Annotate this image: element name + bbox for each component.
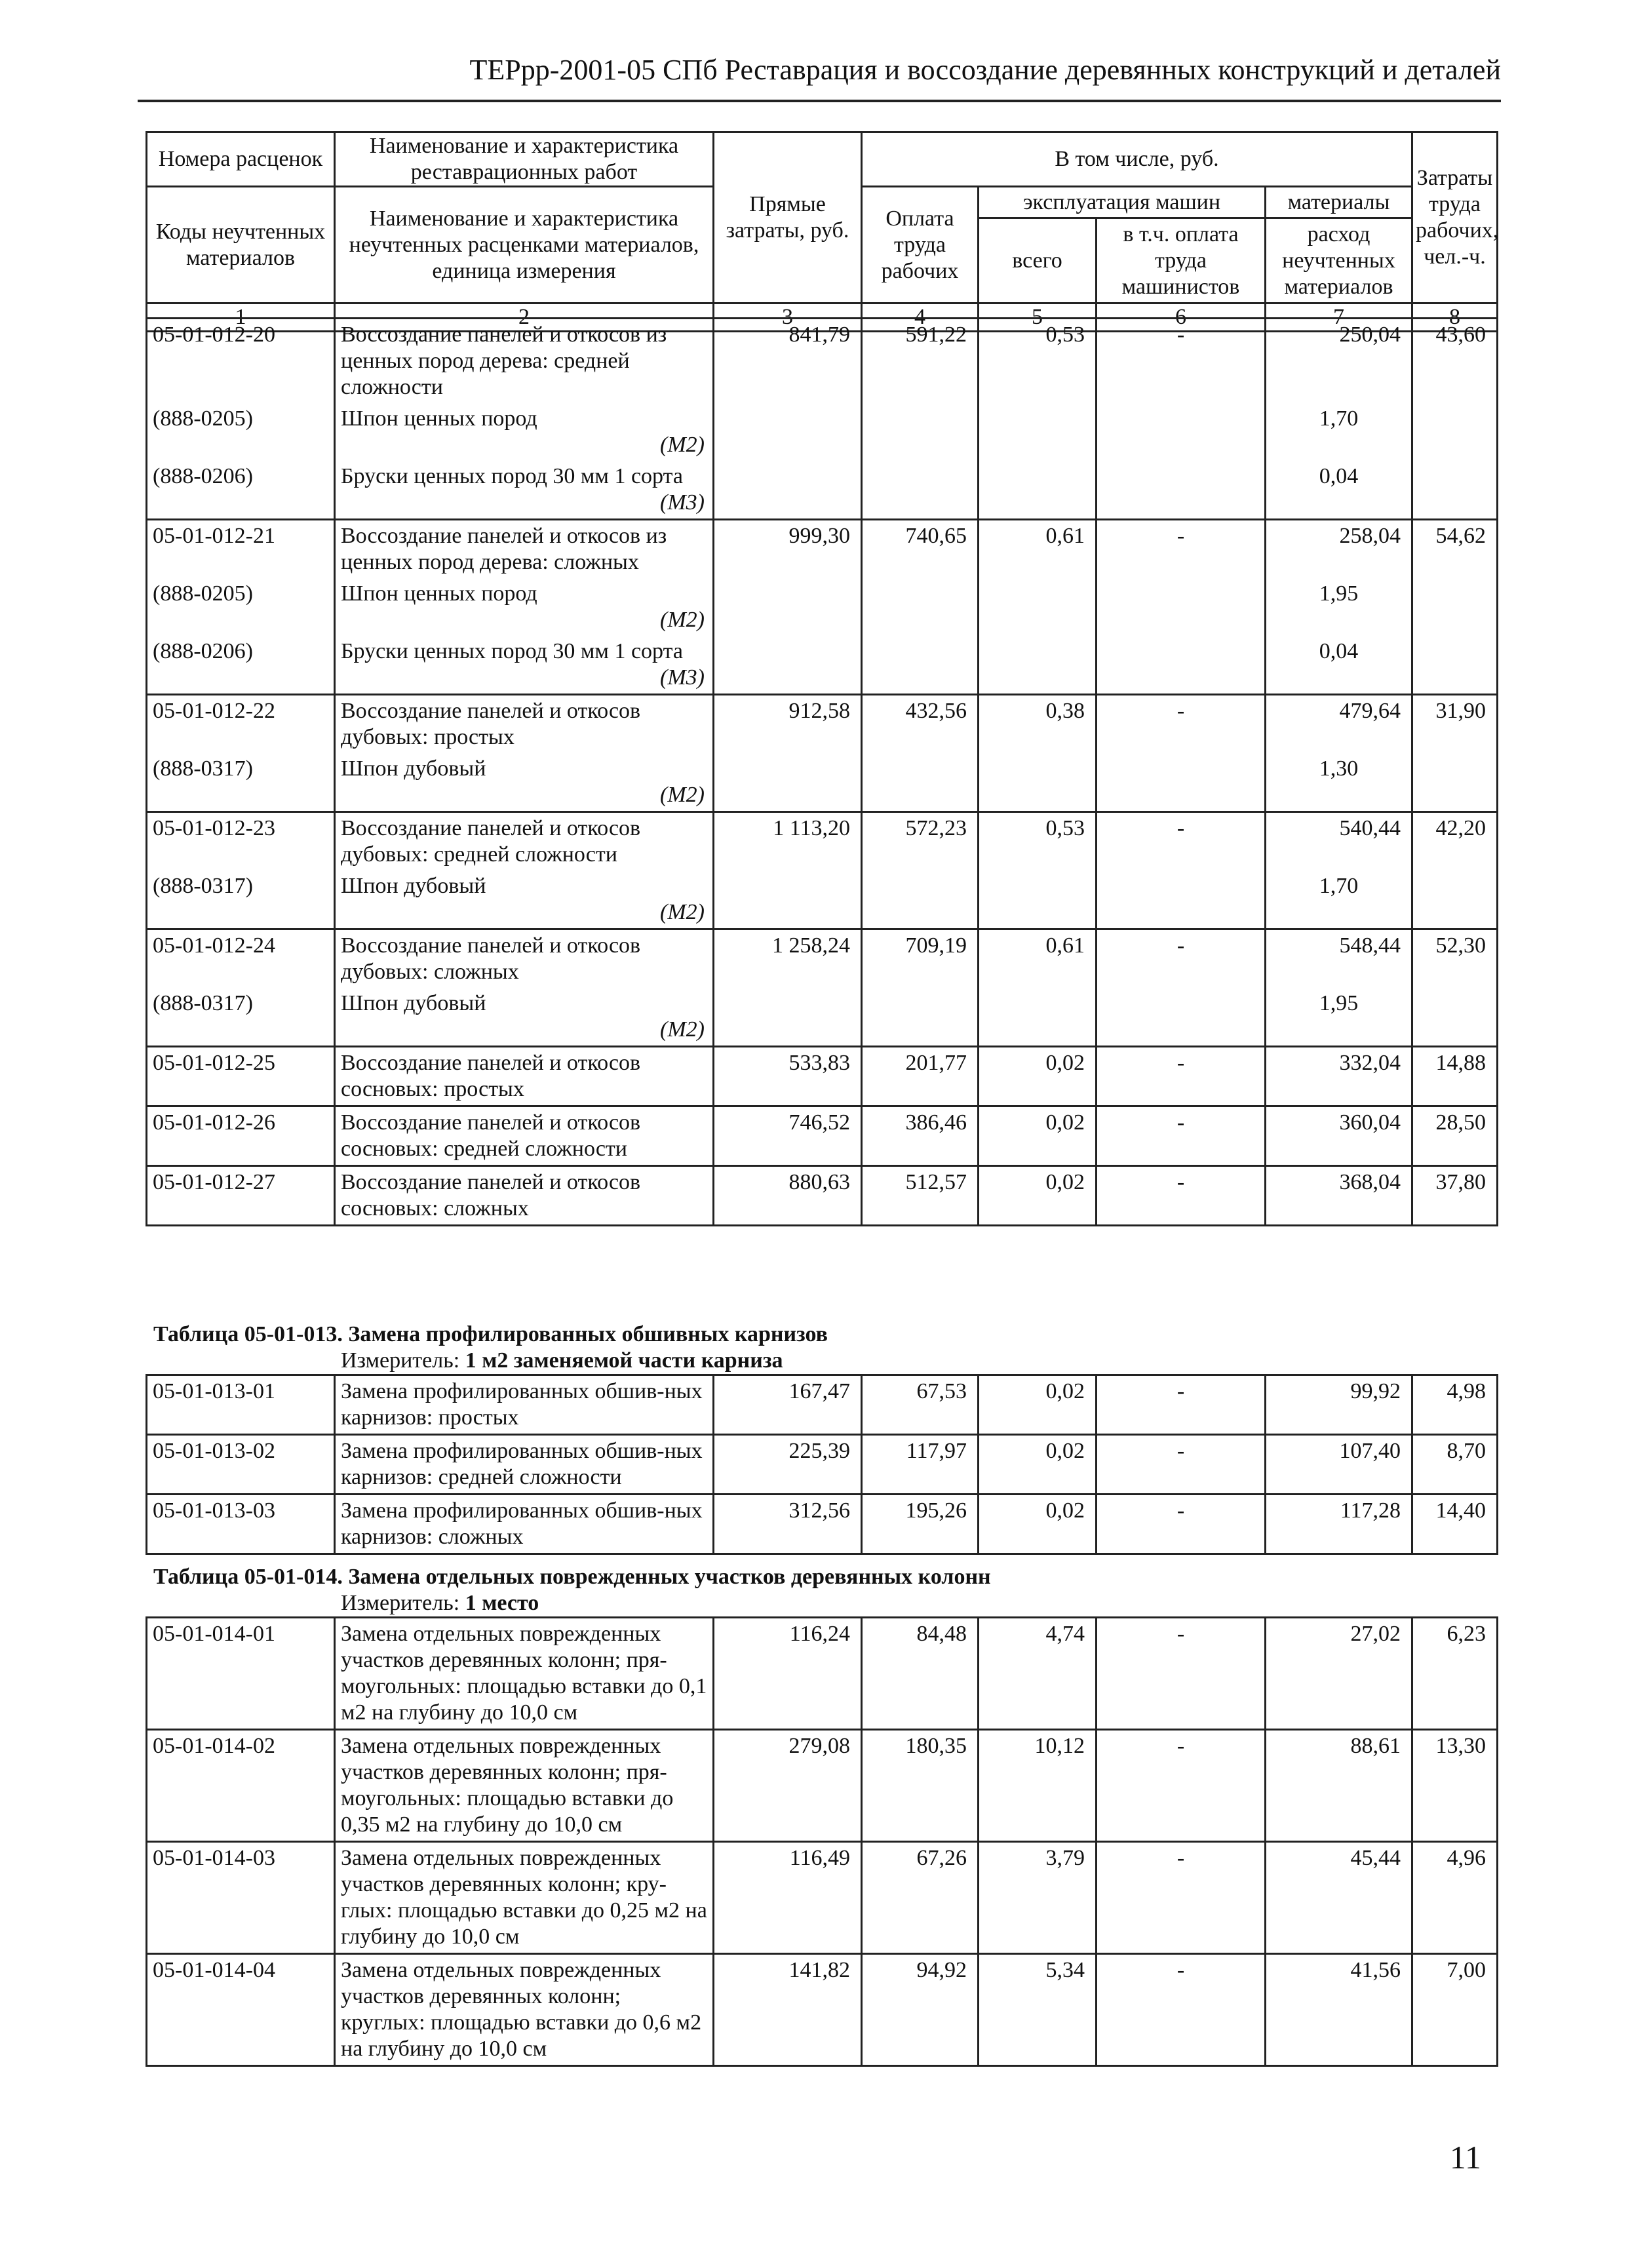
direct-cost: 116,24 xyxy=(714,1618,862,1730)
machinists-cost: - xyxy=(1097,1954,1266,2066)
machinists-cost: - xyxy=(1097,1730,1266,1842)
wages-cost: 67,26 xyxy=(862,1842,979,1954)
material-name: Шпон дубовый xyxy=(341,991,486,1015)
material-name: Шпон ценных пород xyxy=(341,581,537,606)
machinists-cost: - xyxy=(1097,929,1266,1047)
machines-cost: 5,34 xyxy=(979,1954,1097,2066)
work-name: Воссоздание панелей и откосов сосновых: средней сложности xyxy=(335,1106,714,1166)
wages-cost: 84,48 xyxy=(862,1618,979,1730)
rate-code: 05-01-014-02 xyxy=(147,1730,335,1842)
machines-cost: 0,02 xyxy=(979,1495,1097,1554)
materials-cost: 548,44 xyxy=(1266,929,1412,988)
col-number: 8 xyxy=(1412,303,1498,332)
work-name: Замена отдельных поврежденных участков деревянных колонн; круглых: площадью вставки до 0,6 м2 на глубину до 10,0 см xyxy=(335,1954,714,2066)
labor-hours: 14,88 xyxy=(1412,1047,1498,1106)
material-qty: 1,95 xyxy=(1266,988,1412,1047)
material-qty: 0,04 xyxy=(1266,461,1412,520)
work-name: Замена отдельных поврежденных участков деревянных колонн; кру-глых: площадью вставки до 0,25 м2 на глубину до 10,0 см xyxy=(335,1842,714,1954)
material-qty: 0,04 xyxy=(1266,636,1412,695)
material-unit: (М3) xyxy=(660,665,705,690)
rate-code: 05-01-012-20 xyxy=(147,319,335,404)
material-name: Шпон дубовый xyxy=(341,756,486,781)
col3-header: Прямые затраты, руб. xyxy=(714,132,862,303)
wages-cost: 67,53 xyxy=(862,1375,979,1435)
work-name: Замена отдельных поврежденных участков деревянных колонн; пря-моугольных: площадью вставки до 0,1 м2 на глубину до 10,0 см xyxy=(335,1618,714,1730)
direct-cost: 279,08 xyxy=(714,1730,862,1842)
labor-hours: 6,23 xyxy=(1412,1618,1498,1730)
material-cell xyxy=(335,870,714,929)
material-cell xyxy=(335,753,714,812)
direct-cost: 141,82 xyxy=(714,1954,862,2066)
material-cell xyxy=(335,403,714,461)
work-name: Воссоздание панелей и откосов из ценных пород дерева: средней сложности xyxy=(335,319,714,404)
material-qty: 1,30 xyxy=(1266,753,1412,812)
table-row xyxy=(147,1842,1498,1954)
col-number: 7 xyxy=(1266,303,1412,332)
material-code: (888-0317) xyxy=(147,753,335,812)
machinists-cost: - xyxy=(1097,1166,1266,1226)
material-unit: (М2) xyxy=(660,433,705,457)
rate-code: 05-01-012-23 xyxy=(147,812,335,871)
wages-cost: 512,57 xyxy=(862,1166,979,1226)
rate-code: 05-01-012-22 xyxy=(147,695,335,754)
table-row xyxy=(147,1954,1498,2066)
material-qty: 1,95 xyxy=(1266,578,1412,636)
work-name: Замена профилированных обшив-ных карнизов: простых xyxy=(335,1375,714,1435)
machinists-cost: - xyxy=(1097,1495,1266,1554)
material-cell xyxy=(335,461,714,520)
wages-cost: 117,97 xyxy=(862,1435,979,1495)
rate-code: 05-01-012-21 xyxy=(147,520,335,579)
material-code: (888-0317) xyxy=(147,988,335,1047)
machinists-cost: - xyxy=(1097,1106,1266,1166)
material-cell xyxy=(335,988,714,1047)
machines-cost: 0,53 xyxy=(979,812,1097,929)
machinists-cost: - xyxy=(1097,695,1266,812)
wages-cost: 709,19 xyxy=(862,929,979,1047)
table-row xyxy=(147,1375,1498,1435)
material-name: Бруски ценных пород 30 мм 1 сорта xyxy=(341,464,683,488)
materials-header: материалы xyxy=(1266,187,1412,218)
rate-code: 05-01-013-02 xyxy=(147,1435,335,1495)
col-number: 5 xyxy=(979,303,1097,332)
machinists-cost: - xyxy=(1097,1435,1266,1495)
direct-cost: 116,49 xyxy=(714,1842,862,1954)
machinists-cost: - xyxy=(1097,1375,1266,1435)
machines-cost: 3,79 xyxy=(979,1842,1097,1954)
material-name: Бруски ценных пород 30 мм 1 сорта xyxy=(341,639,683,663)
materials-cost: 99,92 xyxy=(1266,1375,1412,1435)
machines-cost: 0,38 xyxy=(979,695,1097,812)
work-name: Воссоздание панелей и откосов сосновых: сложных xyxy=(335,1166,714,1226)
machines-header: эксплуатация машин xyxy=(979,187,1266,218)
direct-cost: 312,56 xyxy=(714,1495,862,1554)
rate-code: 05-01-013-03 xyxy=(147,1495,335,1554)
labor-hours: 42,20 xyxy=(1412,812,1498,929)
rates-table-012 xyxy=(146,317,1498,1226)
direct-cost: 1 113,20 xyxy=(714,812,862,929)
direct-cost: 912,58 xyxy=(714,695,862,812)
work-name: Воссоздание панелей и откосов сосновых: простых xyxy=(335,1047,714,1106)
materials-cost: 41,56 xyxy=(1266,1954,1412,2066)
col4-header: Оплата труда рабочих xyxy=(862,187,979,303)
wages-cost: 94,92 xyxy=(862,1954,979,2066)
materials-cost: 360,04 xyxy=(1266,1106,1412,1166)
machinists-cost: - xyxy=(1097,1047,1266,1106)
table3-measure: Измеритель: 1 место xyxy=(341,1591,539,1615)
material-unit: (М3) xyxy=(660,490,705,515)
materials-cost: 540,44 xyxy=(1266,812,1412,871)
rates-table-013 xyxy=(146,1374,1498,1555)
labor-hours: 7,00 xyxy=(1412,1954,1498,2066)
rate-code: 05-01-013-01 xyxy=(147,1375,335,1435)
labor-hours: 37,80 xyxy=(1412,1166,1498,1226)
material-code: (888-0205) xyxy=(147,578,335,636)
material-code: (888-0317) xyxy=(147,870,335,929)
machines-cost: 0,02 xyxy=(979,1047,1097,1106)
table-row xyxy=(147,520,1498,579)
table2-caption: Таблица 05-01-013. Замена профилированных обшивных карнизов xyxy=(153,1322,828,1346)
materials-cost: 258,04 xyxy=(1266,520,1412,579)
work-name: Воссоздание панелей и откосов дубовых: сложных xyxy=(335,929,714,988)
machines-cost: 0,61 xyxy=(979,520,1097,695)
col7-header: расход неучтенных материалов xyxy=(1266,218,1412,303)
work-name: Замена профилированных обшив-ных карнизов: средней сложности xyxy=(335,1435,714,1495)
direct-cost: 533,83 xyxy=(714,1047,862,1106)
labor-hours: 28,50 xyxy=(1412,1106,1498,1166)
labor-hours: 14,40 xyxy=(1412,1495,1498,1554)
labor-hours: 4,96 xyxy=(1412,1842,1498,1954)
machines-cost: 0,53 xyxy=(979,319,1097,520)
work-name: Воссоздание панелей и откосов из ценных пород дерева: сложных xyxy=(335,520,714,579)
labor-hours: 31,90 xyxy=(1412,695,1498,812)
direct-cost: 841,79 xyxy=(714,319,862,520)
wages-cost: 195,26 xyxy=(862,1495,979,1554)
rate-code: 05-01-012-27 xyxy=(147,1166,335,1226)
wages-cost: 740,65 xyxy=(862,520,979,695)
machines-cost: 0,02 xyxy=(979,1106,1097,1166)
direct-cost: 1 258,24 xyxy=(714,929,862,1047)
materials-cost: 88,61 xyxy=(1266,1730,1412,1842)
material-qty: 1,70 xyxy=(1266,870,1412,929)
page-number: 11 xyxy=(1449,2139,1481,2176)
col5-header: всего xyxy=(979,218,1097,303)
table-row xyxy=(147,812,1498,871)
direct-cost: 746,52 xyxy=(714,1106,862,1166)
table2-measure: Измеритель: 1 м2 заменяемой части карниза xyxy=(341,1348,783,1373)
machines-cost: 0,02 xyxy=(979,1375,1097,1435)
table-row xyxy=(147,1435,1498,1495)
material-unit: (М2) xyxy=(660,900,705,924)
table-row xyxy=(147,929,1498,988)
col-number: 6 xyxy=(1097,303,1266,332)
wages-cost: 591,22 xyxy=(862,319,979,520)
col2-top-header: Наименование и характеристика реставрационных работ xyxy=(335,132,714,187)
machines-cost: 10,12 xyxy=(979,1730,1097,1842)
table-row xyxy=(147,695,1498,754)
machines-cost: 0,02 xyxy=(979,1166,1097,1226)
material-code: (888-0206) xyxy=(147,636,335,695)
materials-cost: 368,04 xyxy=(1266,1166,1412,1226)
col-number: 2 xyxy=(335,303,714,332)
table-row xyxy=(147,1730,1498,1842)
col-number: 3 xyxy=(714,303,862,332)
materials-cost: 27,02 xyxy=(1266,1618,1412,1730)
wages-cost: 386,46 xyxy=(862,1106,979,1166)
materials-cost: 479,64 xyxy=(1266,695,1412,754)
col8-header: Затраты труда рабочих, чел.-ч. xyxy=(1412,132,1498,303)
material-qty: 1,70 xyxy=(1266,403,1412,461)
work-name: Воссоздание панелей и откосов дубовых: простых xyxy=(335,695,714,754)
machinists-cost: - xyxy=(1097,319,1266,520)
column-header-table xyxy=(146,131,1498,332)
direct-cost: 999,30 xyxy=(714,520,862,695)
header-title: ТЕРрр-2001-05 СПб Реставрация и воссоздание деревянных конструкций и деталей xyxy=(469,54,1501,86)
materials-cost: 250,04 xyxy=(1266,319,1412,404)
machinists-cost: - xyxy=(1097,1842,1266,1954)
table3-caption: Таблица 05-01-014. Замена отдельных поврежденных участков деревянных колонн xyxy=(153,1565,991,1589)
work-name: Замена профилированных обшив-ных карнизов: сложных xyxy=(335,1495,714,1554)
rate-code: 05-01-012-25 xyxy=(147,1047,335,1106)
material-cell xyxy=(335,636,714,695)
materials-cost: 107,40 xyxy=(1266,1435,1412,1495)
machinists-cost: - xyxy=(1097,520,1266,695)
table-row xyxy=(147,1495,1498,1554)
materials-cost: 45,44 xyxy=(1266,1842,1412,1954)
material-name: Шпон ценных пород xyxy=(341,406,537,431)
rate-code: 05-01-012-26 xyxy=(147,1106,335,1166)
material-name: Шпон дубовый xyxy=(341,874,486,898)
labor-hours: 54,62 xyxy=(1412,520,1498,695)
machinists-cost: - xyxy=(1097,812,1266,929)
wages-cost: 201,77 xyxy=(862,1047,979,1106)
material-code: (888-0206) xyxy=(147,461,335,520)
group-header: В том числе, руб. xyxy=(862,132,1412,187)
rate-code: 05-01-012-24 xyxy=(147,929,335,988)
work-name: Воссоздание панелей и откосов дубовых: средней сложности xyxy=(335,812,714,871)
table-row xyxy=(147,1106,1498,1166)
table-row xyxy=(147,1166,1498,1226)
material-unit: (М2) xyxy=(660,783,705,807)
machines-cost: 0,61 xyxy=(979,929,1097,1047)
wages-cost: 180,35 xyxy=(862,1730,979,1842)
col2-bottom-header: Наименование и характеристика неучтенных расценками материалов, единица измерения xyxy=(335,187,714,303)
col-number: 1 xyxy=(147,303,335,332)
table-row xyxy=(147,1047,1498,1106)
labor-hours: 8,70 xyxy=(1412,1435,1498,1495)
material-cell xyxy=(335,578,714,636)
col1-bottom-header: Коды неучтенных материалов xyxy=(147,187,335,303)
machines-cost: 4,74 xyxy=(979,1618,1097,1730)
material-code: (888-0205) xyxy=(147,403,335,461)
rate-code: 05-01-014-04 xyxy=(147,1954,335,2066)
running-header xyxy=(138,47,1501,102)
work-name: Замена отдельных поврежденных участков деревянных колонн; пря-моугольных: площадью вставки до 0,35 м2 на глубину до 10,0 см xyxy=(335,1730,714,1842)
col6-header: в т.ч. оплата труда машинистов xyxy=(1097,218,1266,303)
materials-cost: 117,28 xyxy=(1266,1495,1412,1554)
direct-cost: 225,39 xyxy=(714,1435,862,1495)
rate-code: 05-01-014-01 xyxy=(147,1618,335,1730)
rate-code: 05-01-014-03 xyxy=(147,1842,335,1954)
materials-cost: 332,04 xyxy=(1266,1047,1412,1106)
material-unit: (М2) xyxy=(660,1017,705,1042)
wages-cost: 432,56 xyxy=(862,695,979,812)
material-unit: (М2) xyxy=(660,608,705,632)
labor-hours: 52,30 xyxy=(1412,929,1498,1047)
direct-cost: 167,47 xyxy=(714,1375,862,1435)
wages-cost: 572,23 xyxy=(862,812,979,929)
table-row xyxy=(147,319,1498,404)
labor-hours: 4,98 xyxy=(1412,1375,1498,1435)
labor-hours: 13,30 xyxy=(1412,1730,1498,1842)
machines-cost: 0,02 xyxy=(979,1435,1097,1495)
machinists-cost: - xyxy=(1097,1618,1266,1730)
labor-hours: 43,60 xyxy=(1412,319,1498,520)
table-row xyxy=(147,1618,1498,1730)
col1-top-header: Номера расценок xyxy=(147,132,335,187)
col-number: 4 xyxy=(862,303,979,332)
rates-table-014 xyxy=(146,1616,1498,2067)
direct-cost: 880,63 xyxy=(714,1166,862,1226)
